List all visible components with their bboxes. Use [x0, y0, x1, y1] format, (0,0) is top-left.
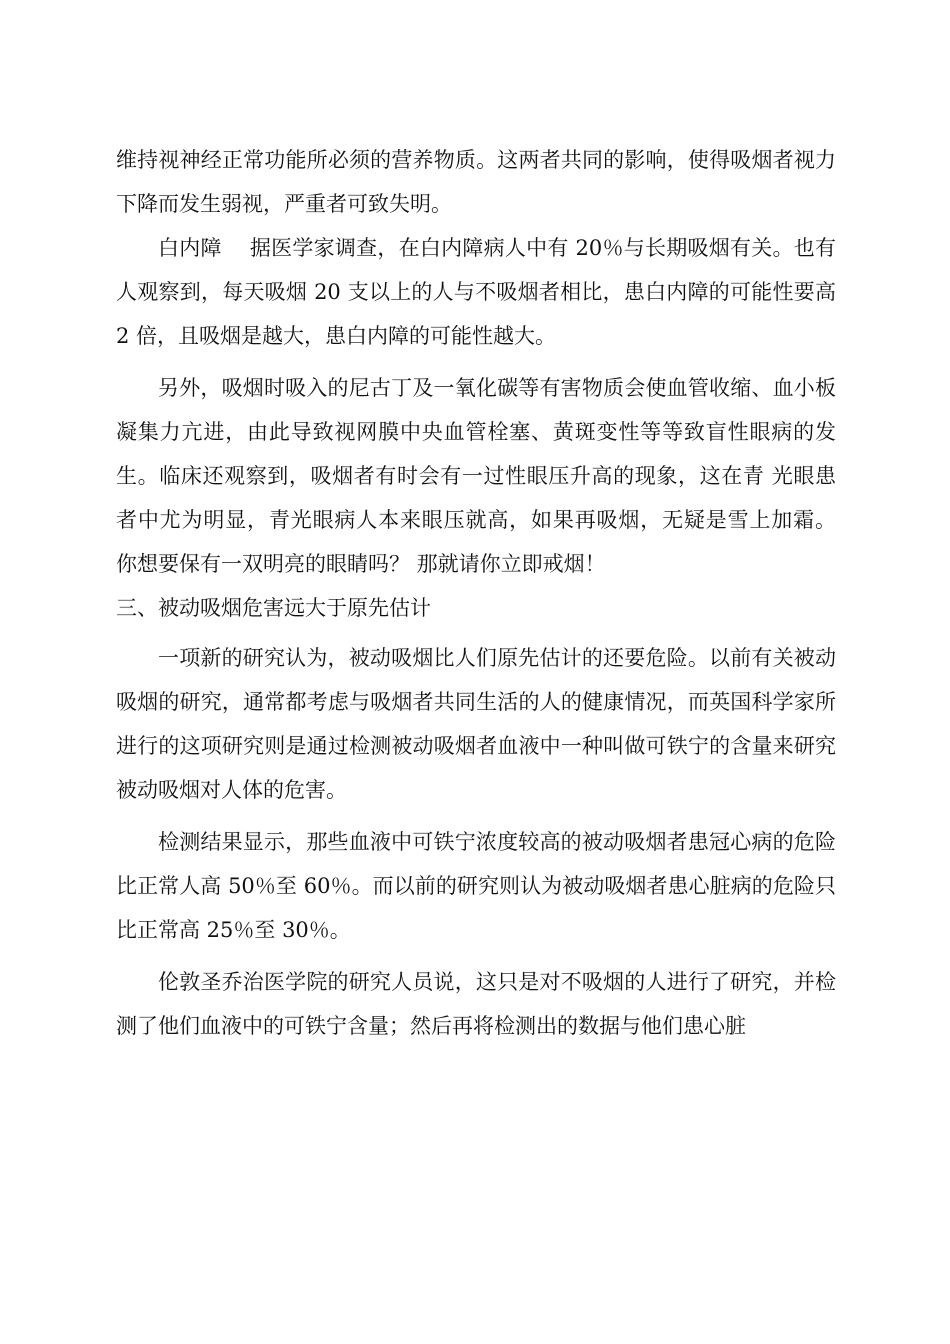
paragraph-cataract: 白内障 据医学家调查，在白内障病人中有 20％与长期吸烟有关。也有人观察到，每天吸烟 20 支以上的人与不吸烟者相比，患白内障的可能性要高 2 倍，且吸烟是越大，患白内障的可能性越大。	[116, 236, 836, 348]
section-heading-passive-smoking: 三、被动吸烟危害远大于原先估计	[116, 596, 431, 620]
paragraph-test-results: 检测结果显示，那些血液中可铁宁浓度较高的被动吸烟者患冠心病的危险比正常人高 50％至 60％。而以前的研究则认为被动吸烟者患心脏病的危险只比正常高 25％至 30％。	[116, 830, 836, 942]
paragraph-nicotine-effects: 另外，吸烟时吸入的尼古丁及一氧化碳等有害物质会使血管收缩、血小板凝集力亢进，由此导致视网膜中央血管栓塞、黄斑变性等等致盲性眼病的发生。临床还观察到，吸烟者有时会有一过性眼压升高的现象，这在青 光眼患者中尤为明显，青光眼病人本来眼压就高，如果再吸烟，无疑是雪上加霜。 你想要保有一双明亮的眼睛吗？ 那就请你立即戒烟！	[116, 376, 836, 576]
document-body	[116, 138, 836, 1056]
paragraph-new-study: 一项新的研究认为，被动吸烟比人们原先估计的还要危险。以前有关被动吸烟的研究，通常都考虑与吸烟者共同生活的人的健康情况，而英国科学家所进行的这项研究则是通过检测被动吸烟者血液中一种叫做可铁宁的含量来研究被动吸烟对人体的危害。	[116, 646, 836, 802]
paragraph-optic-nerve: 维持视神经正常功能所必须的营养物质。这两者共同的影响，使得吸烟者视力下降而发生弱视，严重者可致失明。	[116, 148, 836, 216]
paragraph-london-researchers: 伦敦圣乔治医学院的研究人员说，这只是对不吸烟的人进行了研究，并检测了他们血液中的可铁宁含量；然后再将检测出的数据与他们患心脏	[116, 970, 836, 1038]
